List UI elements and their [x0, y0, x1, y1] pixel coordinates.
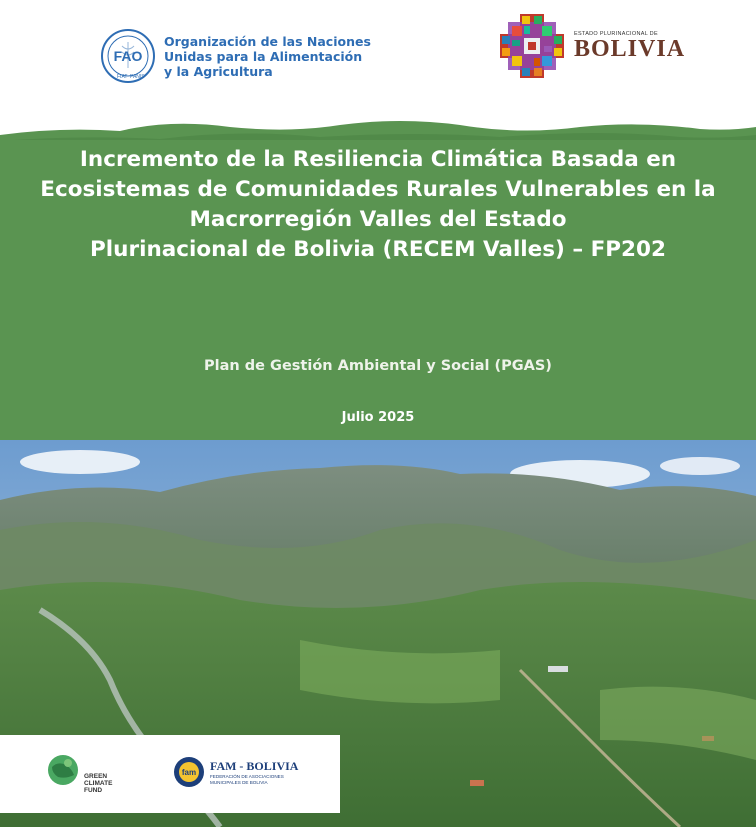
bolivia-big-text: BOLIVIA [574, 36, 686, 62]
gcf-line2: CLIMATE [84, 780, 113, 787]
bolivia-small-text: ESTADO PLURINACIONAL DE [574, 31, 658, 37]
cover-title [20, 145, 736, 265]
fam-text [210, 759, 298, 785]
fam-bolivia-logo[interactable] [172, 755, 298, 789]
fam-emblem-icon [172, 755, 206, 789]
fam-title: FAM - BOLIVIA [210, 759, 299, 773]
title-line-3: Macrorregión Valles del Estado [189, 207, 567, 232]
gcf-line1: GREEN [84, 773, 108, 780]
svg-text:FAO: FAO [113, 48, 143, 64]
partner-logos [0, 735, 340, 813]
fao-name [164, 34, 371, 79]
title-line-2: Ecosistemas de Comunidades Rurales Vulnerables en la [40, 177, 716, 202]
fao-name-line3: y la Agricultura [164, 63, 273, 79]
gcf-line3: FUND [84, 787, 103, 794]
fam-sub-line1: FEDERACIÓN DE ASOCIACIONES [210, 774, 284, 779]
fao-name-line2: Unidas para la Alimentación [164, 48, 363, 64]
gcf-text [84, 773, 112, 794]
bolivia-wordmark [574, 31, 685, 61]
svg-text:fam: fam [181, 768, 197, 777]
gcf-logo[interactable] [46, 753, 113, 794]
fao-emblem-icon [100, 28, 156, 84]
bolivia-logo[interactable] [498, 12, 685, 80]
svg-text:PANIS: PANIS [130, 74, 145, 80]
header [0, 0, 756, 120]
fao-name-line1: Organización de las Naciones [164, 33, 371, 49]
cover-date: Julio 2025 [341, 410, 415, 425]
svg-text:FIAT: FIAT [117, 74, 128, 80]
cover-subtitle: Plan de Gestión Ambiental y Social (PGAS) [204, 358, 552, 374]
chakana-emblem-icon [498, 12, 566, 80]
gcf-globe-icon [46, 753, 80, 787]
fao-logo[interactable] [100, 28, 371, 84]
title-line-4: Plurinacional de Bolivia (RECEM Valles) – FP202 [90, 237, 666, 262]
fam-sub-line2: MUNICIPALES DE BOLIVIA [210, 779, 268, 785]
title-line-1: Incremento de la Resiliencia Climática Basada en [79, 147, 677, 172]
